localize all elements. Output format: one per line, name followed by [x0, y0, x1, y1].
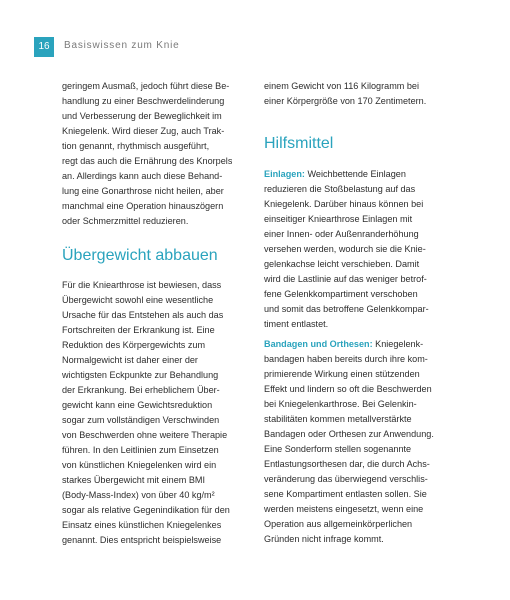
- text-line: Effekt und lindern so oft die Beschwerden: [264, 384, 432, 394]
- text-line: Für die Kniearthrose ist bewiesen, dass: [62, 280, 222, 290]
- text-line: und Verbesserung der Beweglichkeit im: [62, 111, 222, 121]
- text-line: reduzieren die Stoßbelastung auf das: [264, 184, 416, 194]
- text-line: wichtigsten Eckpunkte zur Behandlung: [62, 370, 219, 380]
- text-line: oder Schmerzmittel reduzieren.: [62, 216, 189, 226]
- paragraph-einlagen-body: [264, 182, 429, 332]
- text-line: regt das auch die Ernährung des Knorpels: [62, 156, 233, 166]
- section-heading-uebergewicht: Übergewicht abbauen: [62, 247, 218, 264]
- text-line: (Body-Mass-Index) von über 40 kg/m²: [62, 490, 215, 500]
- text-line: primierende Wirkung einen stützenden: [264, 369, 420, 379]
- text-line: handlung zu einer Beschwerdelinderung: [62, 96, 225, 106]
- text-line: einer Innen- oder Außenranderhöhung: [264, 229, 419, 239]
- text-line: gelenkachse leicht verschieben. Damit: [264, 259, 420, 269]
- text-line: der Erkrankung. Bei erheblichem Über-: [62, 385, 220, 395]
- paragraph-traction: [62, 79, 232, 229]
- text-line: starkes Übergewicht mit einem BMI: [62, 475, 206, 485]
- text-fragment: Weichbettende Einlagen: [304, 169, 406, 179]
- paragraph-bandagen: [264, 337, 434, 547]
- text-line: wird die Lastlinie auf das weniger betrof-: [264, 274, 427, 284]
- text-fragment: Kniegelenk-: [372, 339, 424, 349]
- text-line: Bandagen oder Orthesen zur Anwendung.: [264, 429, 434, 439]
- text-line: timent entlastet.: [264, 319, 329, 329]
- term-einlagen: Einlagen:: [264, 169, 305, 179]
- paragraph-bandagen-body: [264, 352, 434, 547]
- text-line: [264, 337, 434, 352]
- text-line: [264, 167, 429, 182]
- text-line: gewicht kann eine Gewichtsreduktion: [62, 400, 213, 410]
- text-line: Kniegelenk. Wird dieser Zug, auch Trak-: [62, 126, 225, 136]
- paragraph-continuation: [264, 79, 426, 109]
- text-line: Kniegelenk. Darüber hinaus können bei: [264, 199, 424, 209]
- text-line: Entlastungsorthesen dar, die durch Achs-: [264, 459, 430, 469]
- text-line: veränderung das überwiegend verschlis-: [264, 474, 428, 484]
- text-line: sogar als relative Gegenindikation für den: [62, 505, 230, 515]
- text-line: Einsatz eines künstlichen Kniegelenkes: [62, 520, 222, 530]
- running-head: Basiswissen zum Knie: [64, 40, 180, 51]
- text-line: geringem Ausmaß, jedoch führt diese Be-: [62, 81, 230, 91]
- text-line: Ursache für das Entstehen als auch das: [62, 310, 224, 320]
- text-line: führen. In den Leitlinien zum Einsetzen: [62, 445, 219, 455]
- text-line: Normalgewicht ist daher einer der: [62, 355, 198, 365]
- text-line: tion genannt, rhythmisch ausgeführt,: [62, 141, 210, 151]
- term-bandagen-orthesen: Bandagen und Orthesen:: [264, 339, 373, 349]
- text-line: Fortschreiten der Erkrankung ist. Eine: [62, 325, 215, 335]
- text-line: sene Kompartiment entlasten sollen. Sie: [264, 489, 427, 499]
- text-line: bei Kniegelenkarthrose. Bei Gelenkin-: [264, 399, 417, 409]
- text-line: fene Gelenkkompartiment verschoben: [264, 289, 418, 299]
- paragraph-einlagen: [264, 167, 429, 332]
- text-line: und somit das betroffene Gelenkkompar-: [264, 304, 429, 314]
- text-line: von Beschwerden ohne weitere Therapie: [62, 430, 228, 440]
- text-line: Übergewicht sowohl eine wesentliche: [62, 295, 214, 305]
- text-line: Operation aus allgemeinkörperlichen: [264, 519, 413, 529]
- text-line: Gründen nicht infrage kommt.: [264, 534, 384, 544]
- text-line: lung eine Gonarthrose nicht heilen, aber: [62, 186, 224, 196]
- text-line: Reduktion des Körpergewichts zum: [62, 340, 206, 350]
- section-heading-hilfsmittel: Hilfsmittel: [264, 135, 334, 152]
- text-line: sogar zum vollständigen Verschwinden: [62, 415, 220, 425]
- paragraph-uebergewicht: [62, 278, 230, 548]
- text-line: stabilitäten kommen metallverstärkte: [264, 414, 412, 424]
- page-number-badge: 16: [34, 37, 54, 57]
- text-line: genannt. Dies entspricht beispielsweise: [62, 535, 222, 545]
- text-line: bandagen haben bereits durch ihre kom-: [264, 354, 428, 364]
- text-line: einseitiger Kniearthrose Einlagen mit: [264, 214, 413, 224]
- text-line: Eine Sonderform stellen sogenannte: [264, 444, 412, 454]
- text-line: einem Gewicht von 116 Kilogramm bei: [264, 81, 420, 91]
- text-line: versehen werden, wodurch sie die Knie-: [264, 244, 426, 254]
- text-line: von künstlichen Kniegelenken wird ein: [62, 460, 217, 470]
- text-line: an. Allerdings kann auch diese Behand-: [62, 171, 223, 181]
- text-line: manchmal eine Operation hinauszögern: [62, 201, 224, 211]
- text-line: einer Körpergröße von 170 Zentimetern.: [264, 96, 427, 106]
- text-line: werden meistens eingesetzt, wenn eine: [264, 504, 424, 514]
